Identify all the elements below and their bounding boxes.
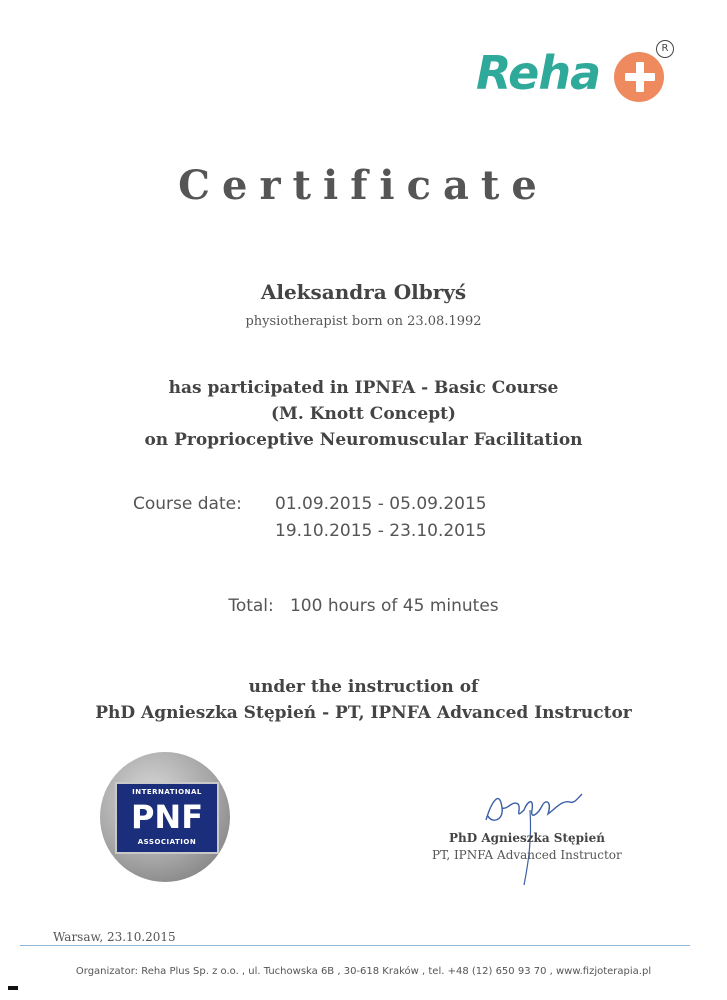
organizer-footer: Organizator: Reha Plus Sp. z o.o. , ul. Tuchowska 6B , 30-618 Kraków , tel. +48 (12) 650 93 70 , www.fizjoterapia.pl xyxy=(75,966,652,977)
pnf-association-badge xyxy=(100,752,230,882)
course-line-3: on Proprioceptive Neuromuscular Facilitation xyxy=(144,430,583,450)
recipient-name: Aleksandra Olbryś xyxy=(260,280,467,304)
badge-main-text: PNF xyxy=(130,798,204,836)
badge-panel xyxy=(115,782,219,854)
place-and-date: Warsaw, 23.10.2015 xyxy=(53,930,176,944)
course-line-1: has participated in IPNFA - Basic Course xyxy=(168,378,559,398)
badge-bottom-text: ASSOCIATION xyxy=(137,838,197,846)
course-total: Total: 100 hours of 45 minutes xyxy=(228,596,499,616)
plus-icon xyxy=(614,52,664,102)
instruction-line-2: PhD Agnieszka Stępień - PT, IPNFA Advanced Instructor xyxy=(95,703,632,723)
signatory-name: PhD Agnieszka Stępień xyxy=(449,831,605,845)
registered-mark: R xyxy=(656,40,674,58)
course-date-2: 19.10.2015 - 23.10.2015 xyxy=(275,521,487,541)
course-date-label: Course date: xyxy=(133,494,242,514)
badge-top-text: INTERNATIONAL xyxy=(132,788,202,796)
course-date-1: 01.09.2015 - 05.09.2015 xyxy=(275,494,487,514)
signatory-title: PT, IPNFA Advanced Instructor xyxy=(432,848,622,862)
logo-text: Reha xyxy=(476,46,601,100)
footer-divider xyxy=(20,945,690,946)
course-line-2: (M. Knott Concept) xyxy=(271,404,456,424)
recipient-description: physiotherapist born on 23.08.1992 xyxy=(245,314,482,329)
corner-mark xyxy=(8,986,18,990)
instruction-line-1: under the instruction of xyxy=(248,677,479,697)
reha-plus-logo xyxy=(476,40,696,110)
certificate-title: Certificate xyxy=(178,162,549,209)
